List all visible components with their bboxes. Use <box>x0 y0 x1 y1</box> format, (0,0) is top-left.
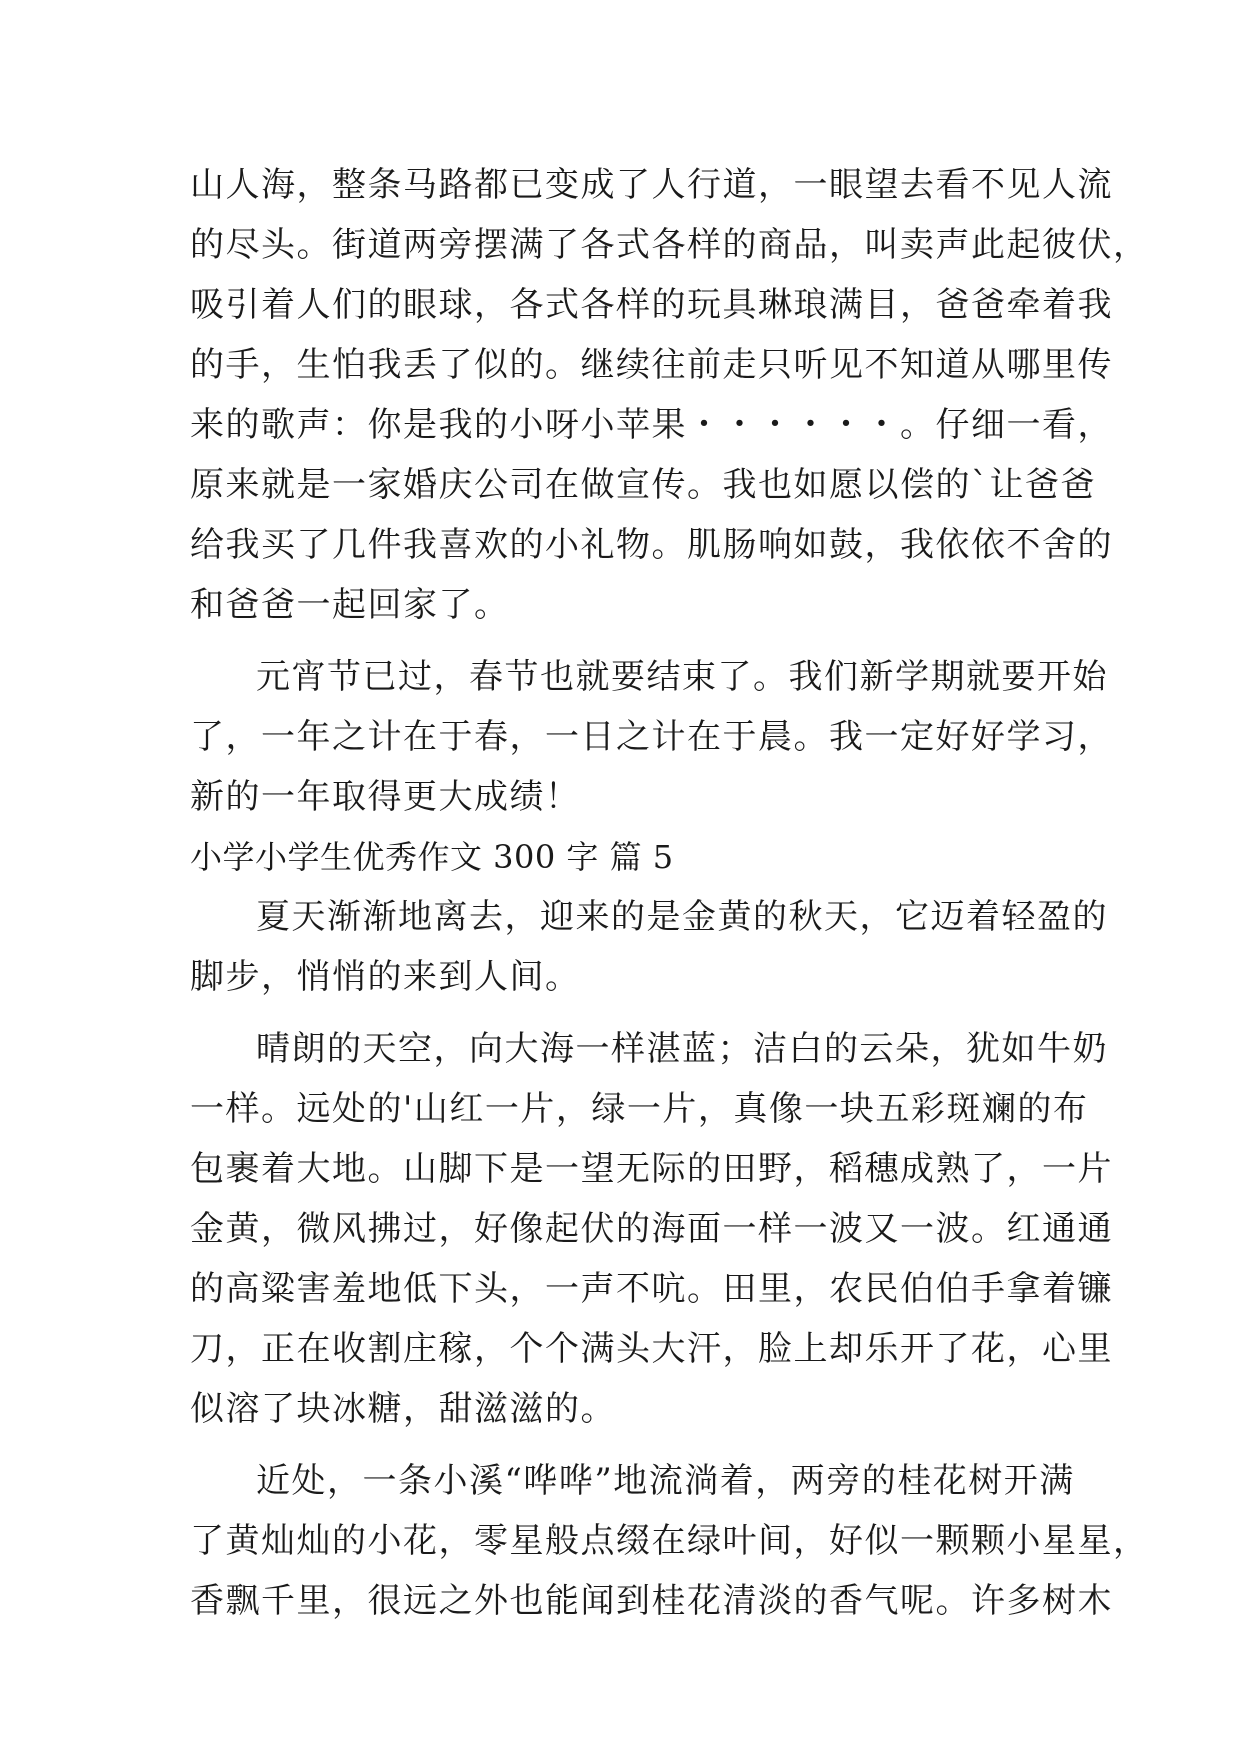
text-line: 原来就是一家婚庆公司在做宣传。我也如愿以偿的`让爸爸 <box>190 465 1096 505</box>
text-line: 似溶了块冰糖，甜滋滋的。 <box>190 1389 616 1429</box>
text-line: 晴朗的天空，向大海一样湛蓝；洁白的云朵，犹如牛奶 <box>256 1029 1108 1069</box>
text-line: 吸引着人们的眼球，各式各样的玩具琳琅满目，爸爸牵着我 <box>190 285 1113 325</box>
text-line: 山人海，整条马路都已变成了人行道，一眼望去看不见人流 <box>190 165 1113 205</box>
text-line: 一样。远处的'山红一片，绿一片，真像一块五彩斑斓的布 <box>190 1089 1089 1129</box>
text-line: 和爸爸一起回家了。 <box>190 585 510 625</box>
essay-title: 小学小学生优秀作文 300 字 篇 5 <box>190 838 674 876</box>
paragraph-autumn-intro <box>190 887 1108 1007</box>
text-line: 近处，一条小溪“哗哗”地流淌着，两旁的桂花树开满 <box>256 1461 1075 1501</box>
essay-heading <box>190 827 1050 887</box>
text-line: 的手，生怕我丢了似的。继续往前走只听见不知道从哪里传 <box>190 345 1113 385</box>
text-line: 元宵节已过，春节也就要结束了。我们新学期就要开始 <box>256 657 1108 697</box>
paragraph-stream-osmanthus <box>190 1451 1149 1631</box>
paragraph-sky-fields <box>190 1019 1113 1439</box>
paragraph-continuation <box>190 155 1149 635</box>
text-line: 新的一年取得更大成绩！ <box>190 777 581 817</box>
paragraph-new-semester <box>190 647 1113 827</box>
text-line: 来的歌声：你是我的小呀小苹果・・・・・・。仔细一看， <box>190 405 1113 445</box>
text-line: 香飘千里，很远之外也能闻到桂花清淡的香气呢。许多树木 <box>190 1581 1113 1621</box>
text-line: 金黄，微风拂过，好像起伏的海面一样一波又一波。红通通 <box>190 1209 1113 1249</box>
text-line: 夏天渐渐地离去，迎来的是金黄的秋天，它迈着轻盈的 <box>256 897 1108 937</box>
text-line: 刀，正在收割庄稼，个个满头大汗，脸上却乐开了花，心里 <box>190 1329 1113 1369</box>
text-line: 的尽头。街道两旁摆满了各式各样的商品，叫卖声此起彼伏， <box>190 225 1149 265</box>
text-line: 的高粱害羞地低下头，一声不吭。田里，农民伯伯手拿着镰 <box>190 1269 1113 1309</box>
text-line: 了黄灿灿的小花，零星般点缀在绿叶间，好似一颗颗小星星， <box>190 1521 1149 1561</box>
text-line: 脚步，悄悄的来到人间。 <box>190 957 581 997</box>
text-line: 了，一年之计在于春，一日之计在于晨。我一定好好学习， <box>190 717 1113 757</box>
text-line: 包裹着大地。山脚下是一望无际的田野，稻穗成熟了，一片 <box>190 1149 1113 1189</box>
text-line: 给我买了几件我喜欢的小礼物。肌肠响如鼓，我依依不舍的 <box>190 525 1113 565</box>
document-body <box>190 155 1149 1631</box>
